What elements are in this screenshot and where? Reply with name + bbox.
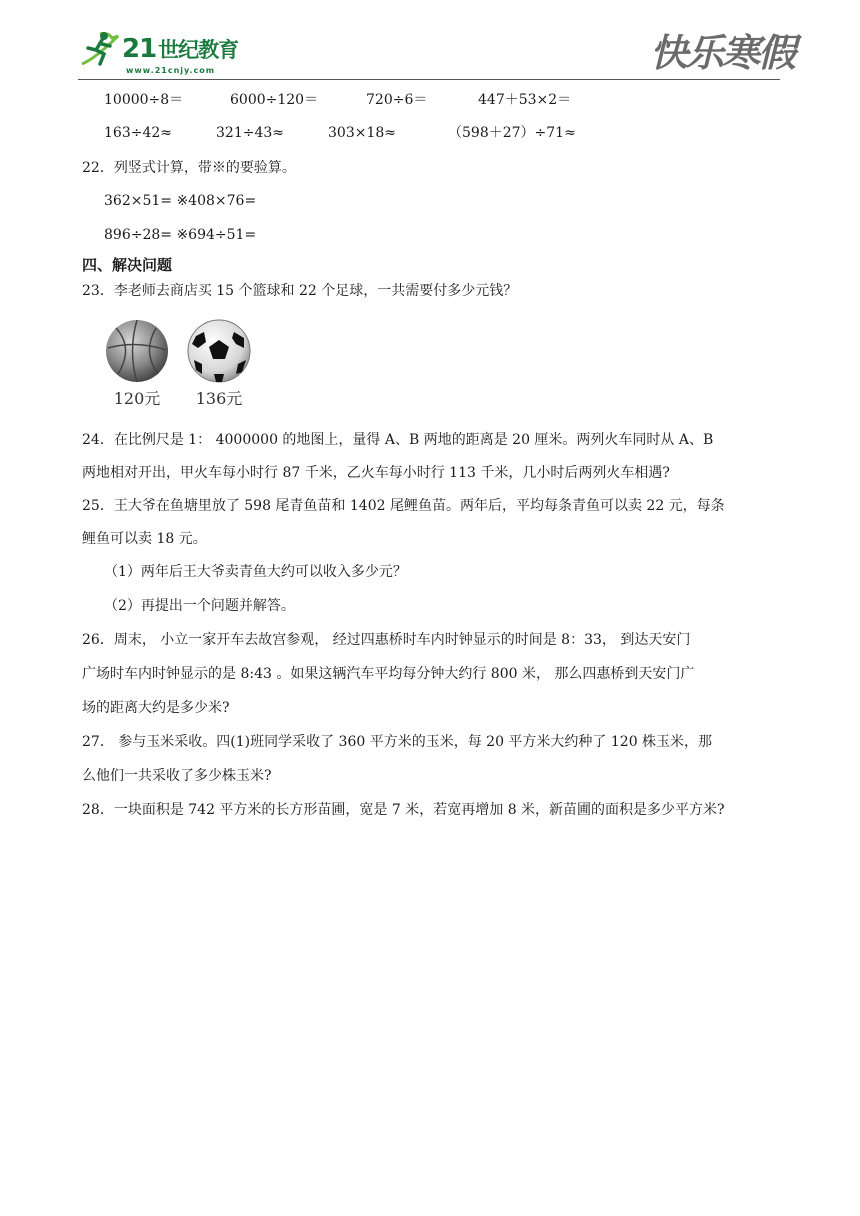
basketball-price: 120元 [113,389,161,408]
question-22-line: 362×51= ※408×76= [104,193,257,209]
question-28-line: 28．一块面积是 742 平方米的长方形苗圃，宽是 7 米，若宽再增加 8 米，新苗圃的面积是多少平方米? [82,802,725,818]
calc-item: 720÷6＝ [366,92,428,108]
question-24-line: 两地相对开出，甲火车每小时行 87 千米，乙火车每小时行 113 千米，几小时后两列火车相遇? [82,465,670,481]
runner-icon [78,28,122,72]
basketball-figure [104,318,170,408]
page-header [0,0,860,80]
calc-item: 6000÷120＝ [230,92,319,108]
question-23-text: 23．李老师去商店买 15 个篮球和 22 个足球，一共需要付多少元钱？ [82,283,518,299]
section-title: 四、解决问题 [82,256,173,274]
calc-item: 163÷42≈ [104,125,172,141]
calc-item: （598＋27）÷71≈ [448,125,576,141]
football-icon [186,318,252,384]
football-figure [186,318,252,408]
calc-item: 321÷43≈ [216,125,284,141]
question-26-line: 26．周末， 小立一家开车去故宫参观， 经过四惠桥时车内时钟显示的时间是 8：33， 到达天安门 [82,632,691,648]
question-25-sub: （2）再提出一个问题并解答。 [104,598,295,614]
logo-url: www.21cnjy.com [126,66,216,75]
question-25-line: 鲤鱼可以卖 18 元。 [82,531,207,547]
question-22-title: 22．列竖式计算，带※的要验算。 [82,160,296,176]
winter-vacation-logo: 快乐寒假 [650,30,795,75]
question-25-line: 25．王大爷在鱼塘里放了 598 尾青鱼苗和 1402 尾鲤鱼苗。两年后，平均每条青鱼可以卖 22 元，每条 [82,498,725,514]
basketball-icon [104,318,170,384]
question-22-line: 896÷28= ※694÷51= [104,227,257,243]
header-divider [78,79,780,80]
question-26-line: 广场时车内时钟显示的是 8:43 。如果这辆汽车平均每分钟大约行 800 米， 那么四惠桥到天安门广 [82,666,695,682]
question-24-line: 24．在比例尺是 1： 4000000 的地图上，量得 A、B 两地的距离是 20 厘米。两列火车同时从 A、B [82,432,714,448]
site-logo [78,28,278,78]
question-25-sub: （1）两年后王大爷卖青鱼大约可以收入多少元？ [104,564,407,580]
question-27-line: 么他们一共采收了多少株玉米? [82,768,272,784]
calc-item: 303×18≈ [328,125,396,141]
calc-item: 447＋53×2＝ [478,92,572,108]
logo-brand: 21世纪教育 [122,34,239,64]
football-price: 136元 [195,389,243,408]
question-27-line: 27． 参与玉米采收。四(1)班同学采收了 360 平方米的玉米，每 20 平方米大约种了 120 株玉米，那 [82,734,713,750]
question-26-line: 场的距离大约是多少米? [82,700,230,716]
calc-item: 10000÷8＝ [104,92,184,108]
